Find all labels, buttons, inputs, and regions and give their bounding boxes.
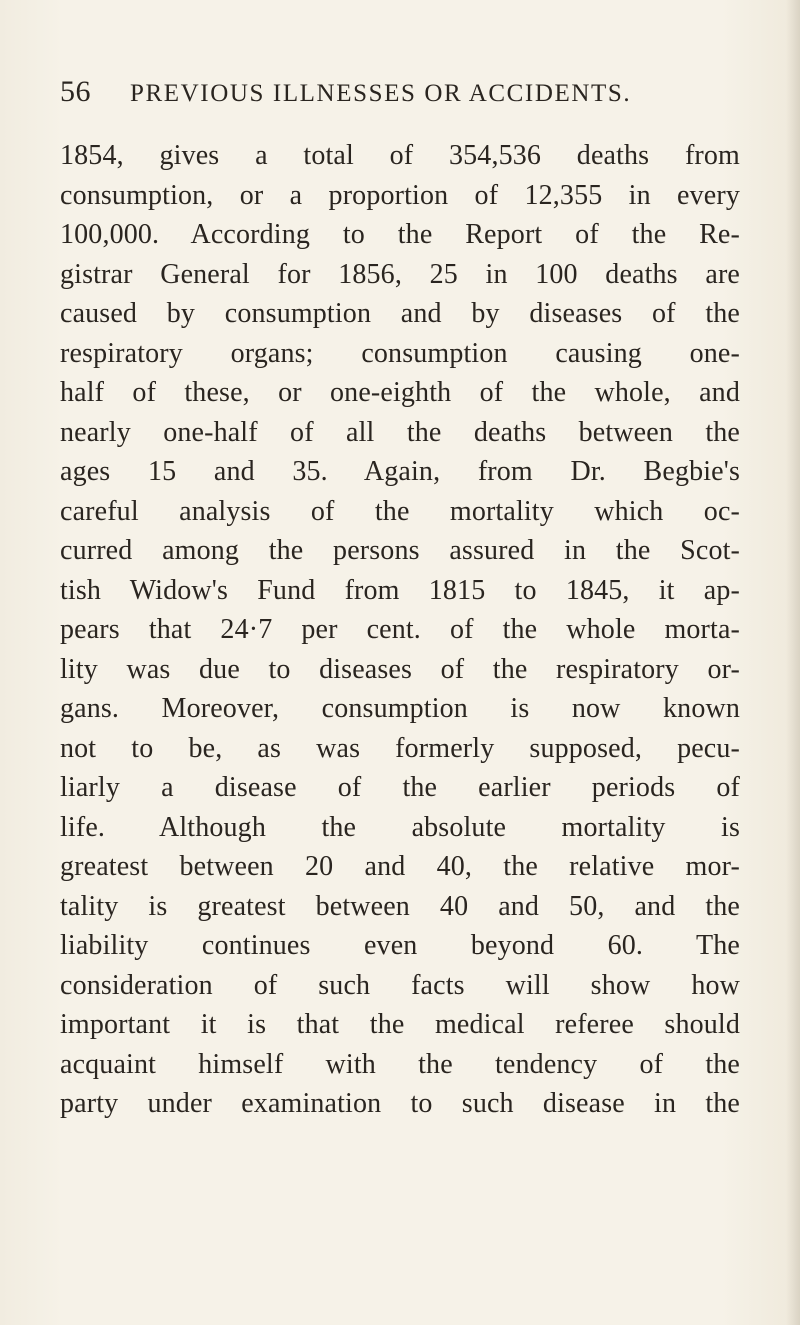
text-line: gistrar General for 1856, 25 in 100 deaths are bbox=[60, 258, 740, 290]
text-line: life. Although the absolute mortality is bbox=[60, 811, 740, 843]
text-line: not to be, as was formerly supposed, pecu- bbox=[60, 732, 740, 764]
text-line: party under examination to such disease in the bbox=[60, 1088, 740, 1119]
text-line: nearly one-half of all the deaths between the bbox=[60, 416, 740, 448]
running-title: PREVIOUS ILLNESSES OR ACCIDENTS. bbox=[130, 80, 632, 107]
text-line: liability continues even beyond 60. The bbox=[60, 930, 740, 961]
page-number: 56 bbox=[60, 75, 91, 108]
text-line: consumption, or a proportion of 12,355 in every bbox=[60, 179, 740, 211]
text-line: tality is greatest between 40 and 50, and the bbox=[60, 890, 740, 922]
text-line: important it is that the medical referee should bbox=[60, 1009, 740, 1040]
page-edge-shadow bbox=[786, 0, 800, 1325]
text-line: respiratory organs; consumption causing one- bbox=[60, 337, 740, 369]
text-line: ages 15 and 35. Again, from Dr. Begbie's bbox=[60, 456, 740, 487]
text-line: acquaint himself with the tendency of the bbox=[60, 1048, 740, 1080]
text-line: consideration of such facts will show how bbox=[60, 969, 740, 1001]
page-header bbox=[60, 74, 740, 110]
text-line: lity was due to diseases of the respiratory or- bbox=[60, 653, 740, 685]
text-line: 100,000. According to the Report of the Re- bbox=[60, 219, 740, 250]
text-line: curred among the persons assured in the Scot- bbox=[60, 535, 740, 566]
text-line: pears that 24·7 per cent. of the whole morta- bbox=[60, 614, 740, 645]
text-line: tish Widow's Fund from 1815 to 1845, it ap- bbox=[60, 574, 740, 606]
text-line: careful analysis of the mortality which oc- bbox=[60, 495, 740, 527]
text-line: gans. Moreover, consumption is now known bbox=[60, 693, 740, 724]
text-line: greatest between 20 and 40, the relative mor- bbox=[60, 851, 740, 882]
text-line: liarly a disease of the earlier periods of bbox=[60, 772, 740, 803]
text-line: 1854, gives a total of 354,536 deaths from bbox=[60, 140, 740, 171]
text-line: caused by consumption and by diseases of the bbox=[60, 298, 740, 329]
text-line: half of these, or one-eighth of the whole, and bbox=[60, 377, 740, 408]
body-text bbox=[60, 136, 740, 1124]
